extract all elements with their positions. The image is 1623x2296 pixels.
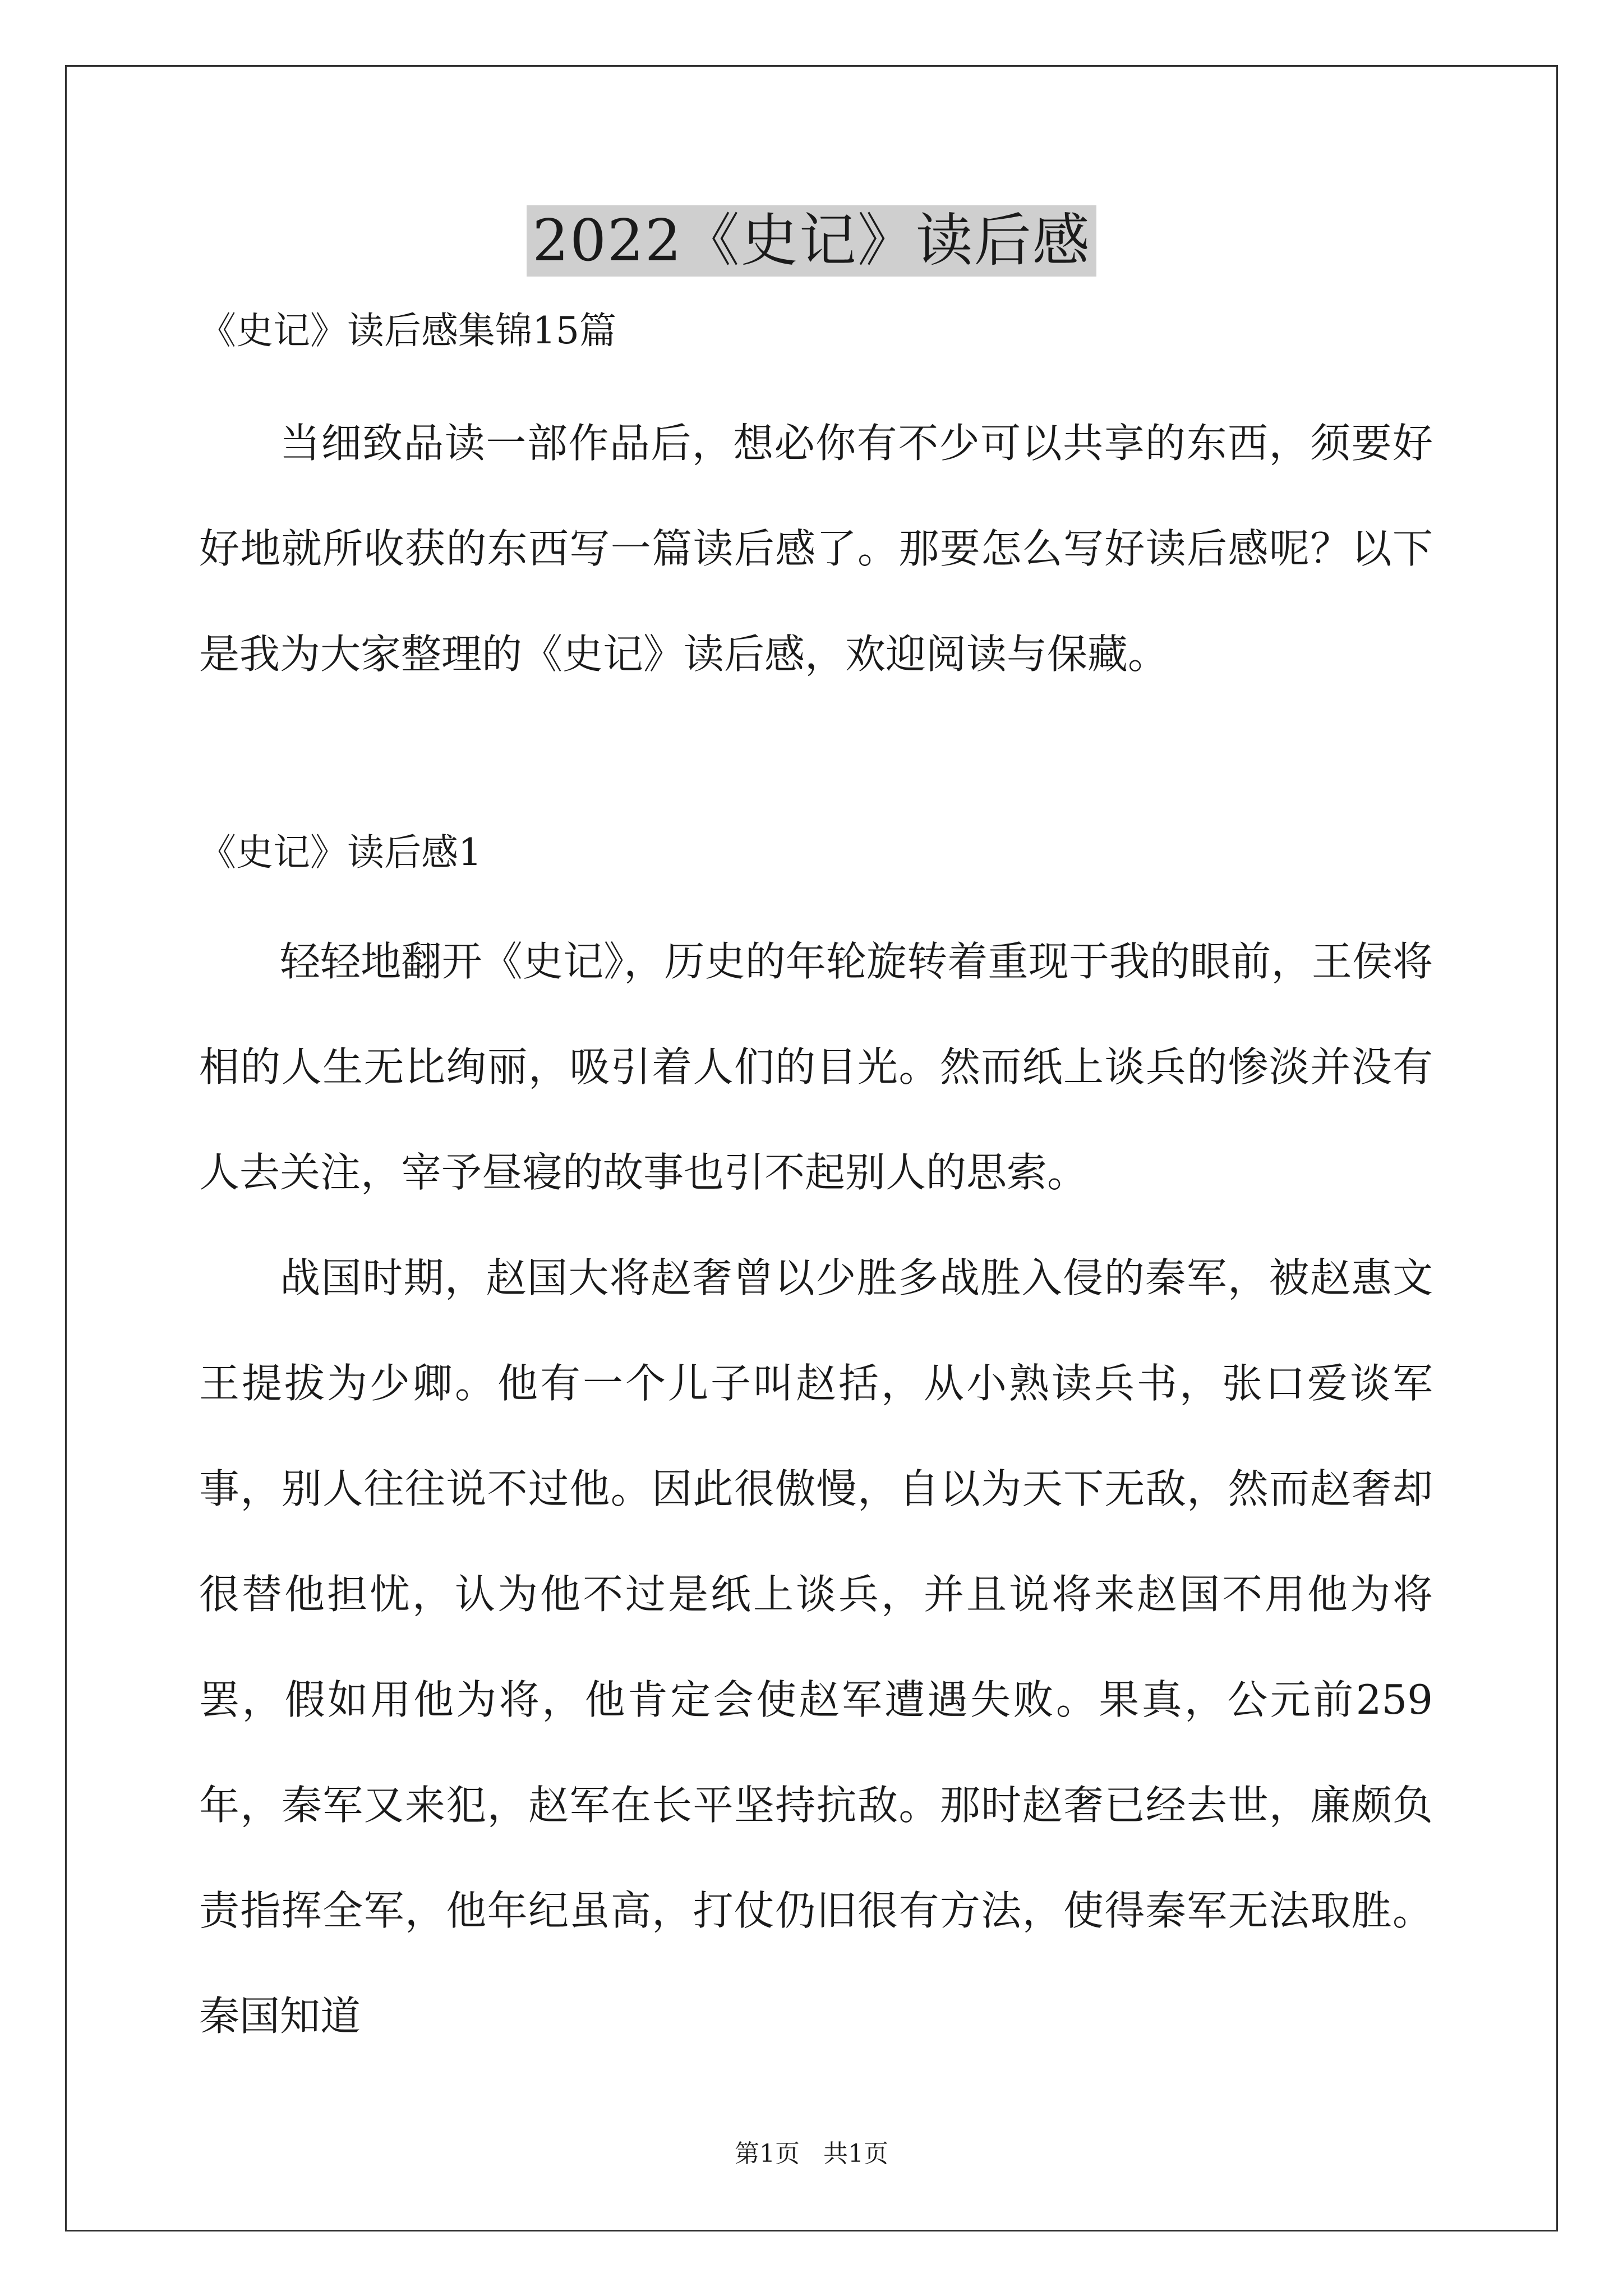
body-paragraph-2: 战国时期，赵国大将赵奢曾以少胜多战胜入侵的秦军，被赵惠文王提拔为少卿。他有一个儿子叫赵括，从小熟读兵书，张口爱谈军事，别人往往说不过他。因此很傲慢，自以为天下无敌，然而赵奢却很替他担忧，认为他不过是纸上谈兵，并且说将来赵国不用他为将罢，假如用他为将，他肯定会使赵军遭遇失败。果真，公元前259年，秦军又来犯，赵军在长平坚持抗敌。那时赵奢已经去世，廉颇负责指挥全军，他年纪虽高，打仗仍旧很有方法，使得秦军无法取胜。秦国知道 xyxy=(199,1254,1433,2040)
intro-paragraph: 当细致品读一部作品后，想必你有不少可以共享的东西，须要好好地就所收获的东西写一篇读后感了。那要怎么写好读后感呢？以下是我为大家整理的《史记》读后感，欢迎阅读与保藏。 xyxy=(199,420,1433,678)
section-heading: 《史记》读后感1 xyxy=(199,831,482,874)
body-paragraph-1: 轻轻地翻开《史记》，历史的年轮旋转着重现于我的眼前，王侯将相的人生无比绚丽，吸引着人们的目光。然而纸上谈兵的惨淡并没有人去关注，宰予昼寝的故事也引不起别人的思索。 xyxy=(199,938,1433,1196)
document-title-wrapper xyxy=(0,205,1623,278)
document-body xyxy=(199,303,1433,2069)
subtitle-heading: 《史记》读后感集锦15篇 xyxy=(199,309,616,352)
page-footer: 第1页 共1页 xyxy=(735,2139,888,2168)
document-title: 2022《史记》读后感 xyxy=(527,205,1096,277)
